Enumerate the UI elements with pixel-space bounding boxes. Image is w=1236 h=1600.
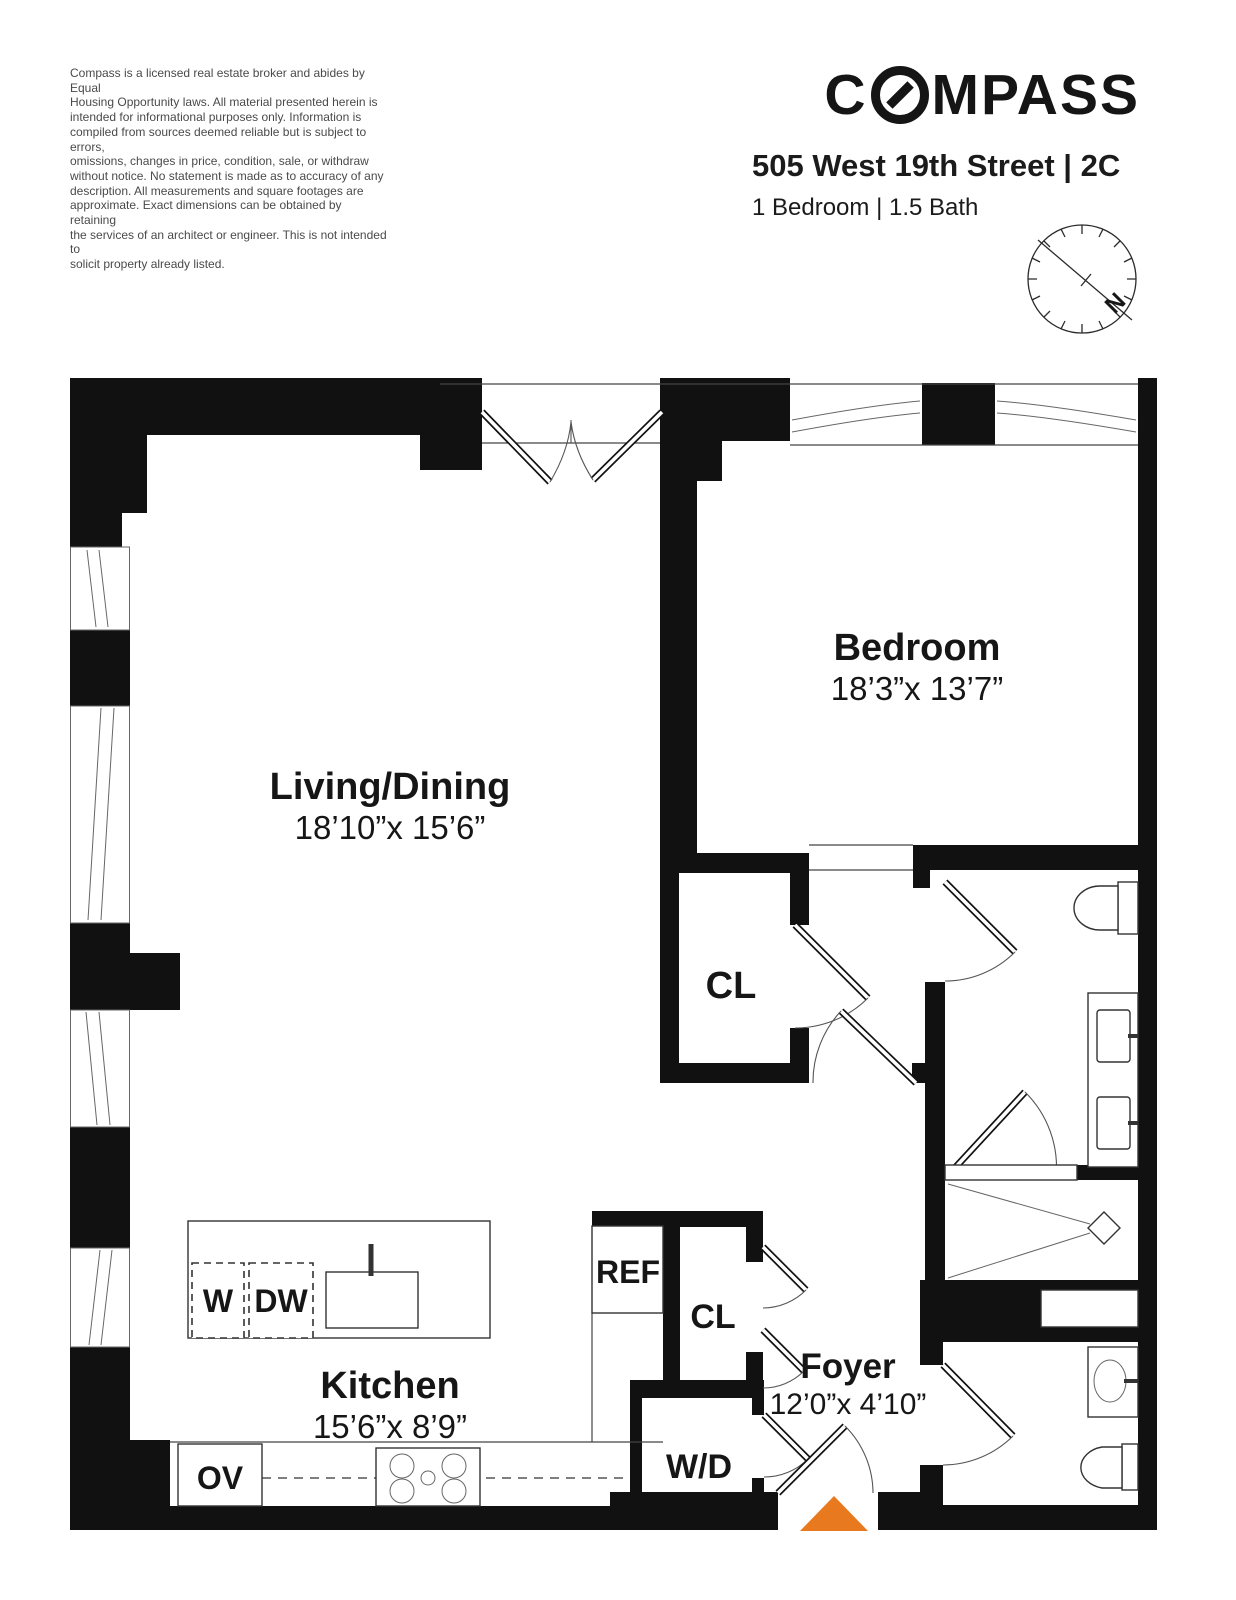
bathroom-door-icon xyxy=(945,882,1015,981)
foyer-dims: 12’0”x 4’10” xyxy=(769,1388,927,1421)
washer-dryer-label: W/D xyxy=(665,1448,733,1486)
window-icon xyxy=(71,1010,130,1127)
bedroom-closet-door-icon xyxy=(795,925,868,1028)
bedroom-closet-label: CL xyxy=(705,965,757,1007)
sink-icon xyxy=(326,1272,418,1328)
sink-icon xyxy=(1097,1097,1130,1149)
disclaimer-line: solicit property already listed. xyxy=(70,257,225,272)
disclaimer-line: omissions, changes in price, condition, sale, or withdraw xyxy=(70,154,369,169)
hall-closet-label: CL xyxy=(690,1298,736,1336)
bedroom-label: Bedroom xyxy=(833,627,1001,669)
window-icon xyxy=(71,706,130,923)
north-label: N xyxy=(1098,286,1131,319)
kitchen-label: Kitchen xyxy=(320,1365,460,1407)
listing-address: 505 West 19th Street | 2C xyxy=(752,148,1121,183)
compass-rose xyxy=(1028,225,1136,333)
foyer-label: Foyer xyxy=(800,1347,896,1386)
kitchen-fixtures xyxy=(170,1221,663,1506)
french-door-icon xyxy=(482,412,662,482)
window-icon xyxy=(997,401,1136,420)
window-icon xyxy=(792,401,920,420)
half-bath-fixtures xyxy=(1081,1347,1138,1490)
disclaimer-line: compiled from sources deemed reliable but is subject to errors, xyxy=(70,124,367,154)
living-dining-dims: 18’10”x 15’6” xyxy=(294,809,486,846)
logo-letter-c: C xyxy=(824,63,868,127)
walls xyxy=(70,378,1157,1530)
sink-icon xyxy=(1097,1010,1130,1062)
entry-arrow-icon xyxy=(800,1496,868,1531)
shower-sill xyxy=(945,1165,1077,1180)
disclaimer-line: Housing Opportunity laws. All material presented herein is xyxy=(70,95,378,110)
entry-door-icon xyxy=(778,1426,873,1493)
toilet-icon xyxy=(1074,882,1138,934)
disclaimer-line: Compass is a licensed real estate broker and abides by Equal xyxy=(70,66,365,95)
stove-icon xyxy=(376,1448,480,1506)
window-icon xyxy=(71,1248,130,1347)
half-bath-door-icon xyxy=(943,1365,1013,1465)
shower-icon xyxy=(945,1165,1120,1278)
hall-door-icon xyxy=(813,1011,916,1083)
shower-niche xyxy=(1041,1290,1138,1327)
oven-label: OV xyxy=(196,1460,244,1496)
disclaimer-line: without notice. No statement is made as to accuracy of any xyxy=(70,168,384,183)
shower-head-icon xyxy=(1088,1212,1120,1244)
refrigerator-label: REF xyxy=(596,1254,660,1290)
kitchen-dims: 15’6”x 8’9” xyxy=(312,1408,468,1445)
disclaimer-line: description. All measurements and square footages are xyxy=(70,183,364,198)
toilet-icon xyxy=(1081,1444,1138,1490)
living-dining-label: Living/Dining xyxy=(269,766,511,808)
disclaimer-line: approximate. Exact dimensions can be obtained by retaining xyxy=(70,198,342,228)
outline-lines xyxy=(440,384,1138,870)
logo-letters-mpass: MPASS xyxy=(931,63,1140,127)
washer-label: W xyxy=(202,1283,234,1319)
disclaimer-line: intended for informational purposes only. Information is xyxy=(70,110,362,125)
dishwasher-label: DW xyxy=(254,1283,308,1319)
bedroom-dims: 18’3”x 13’7” xyxy=(830,670,1004,707)
disclaimer-line: the services of an architect or engineer. This is not intended to xyxy=(70,227,387,257)
vanity-double-sink xyxy=(1088,993,1138,1167)
listing-details: 1 Bedroom | 1.5 Bath xyxy=(752,194,979,221)
